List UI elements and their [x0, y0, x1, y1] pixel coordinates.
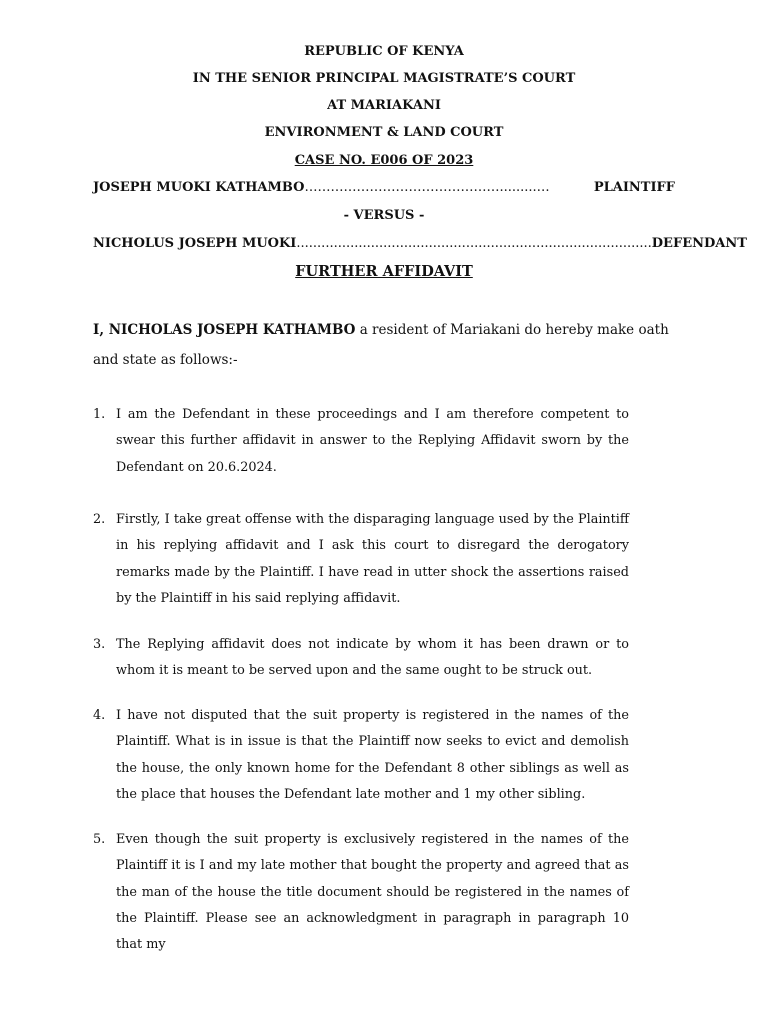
paragraph-text: Firstly, I take great offense with the disparaging language used by the Plaintiff in his replying affidavit and I ask this court to disregard the derogatory remarks made by the Plaintiff. I have read in utter shock the assertions raised by the Plaintiff in his said replying affidavit.	[116, 512, 629, 606]
paragraph-number: 3.	[93, 637, 106, 652]
paragraph-number: 5.	[93, 832, 106, 847]
plaintiff-line	[93, 179, 675, 197]
versus-label: - VERSUS -	[343, 208, 425, 223]
header-republic: REPUBLIC OF KENYA	[304, 44, 464, 59]
case-number: CASE NO. E006 OF 2023	[294, 153, 474, 168]
deponent-name: I, NICHOLAS JOSEPH KATHAMBO	[93, 322, 356, 338]
defendant-line	[93, 235, 747, 253]
defendant-leader-dots: ......................................................................................	[296, 236, 652, 251]
header-court: IN THE SENIOR PRINCIPAL MAGISTRATE’S COURT	[192, 71, 576, 86]
paragraph-number: 1.	[93, 407, 106, 422]
defendant-role: DEFENDANT	[651, 236, 747, 251]
plaintiff-name: JOSEPH MUOKI KATHAMBO	[93, 180, 305, 195]
plaintiff-role: PLAINTIFF	[593, 180, 675, 195]
paragraph-4	[93, 703, 629, 808]
paragraph-1	[93, 402, 629, 481]
paragraph-number: 4.	[93, 708, 106, 723]
header-location: AT MARIAKANI	[327, 98, 441, 113]
paragraph-3	[93, 632, 629, 685]
paragraph-2	[93, 507, 629, 612]
intro-paragraph	[93, 315, 678, 375]
paragraph-5	[93, 827, 629, 958]
defendant-name: NICHOLUS JOSEPH MUOKI	[93, 236, 297, 251]
header-division: ENVIRONMENT & LAND COURT	[264, 125, 504, 140]
document-title: FURTHER AFFIDAVIT	[295, 263, 473, 280]
paragraph-text: Even though the suit property is exclusively registered in the names of the Plaintiff it is I and my late mother that bought the property and agreed that as the man of the house the title document should be registered in the names of the Plaintiff. Please see an acknowledgment in paragraph in paragraph 10 that my	[116, 832, 629, 953]
paragraph-text: The Replying affidavit does not indicate by whom it has been drawn or to whom it is meant to be served upon and the same ought to be struck out.	[116, 637, 629, 679]
intro-text: a resident of Mariakani do hereby make oath and state as follows:-	[93, 322, 669, 368]
paragraph-text: I have not disputed that the suit property is registered in the names of the Plaintiff. What is in issue is that the Plaintiff now seeks to evict and demolish the house, the only known home for the Defendant 8 other siblings as well as the place that houses the Defendant late mother and 1 my other sibling.	[116, 708, 629, 802]
plaintiff-leader-dots: ……………………………………….........…	[304, 180, 550, 195]
paragraph-number: 2.	[93, 512, 106, 527]
paragraph-text: I am the Defendant in these proceedings and I am therefore competent to swear this further affidavit in answer to the Replying Affidavit sworn by the Defendant on 20.6.2024.	[116, 407, 629, 475]
